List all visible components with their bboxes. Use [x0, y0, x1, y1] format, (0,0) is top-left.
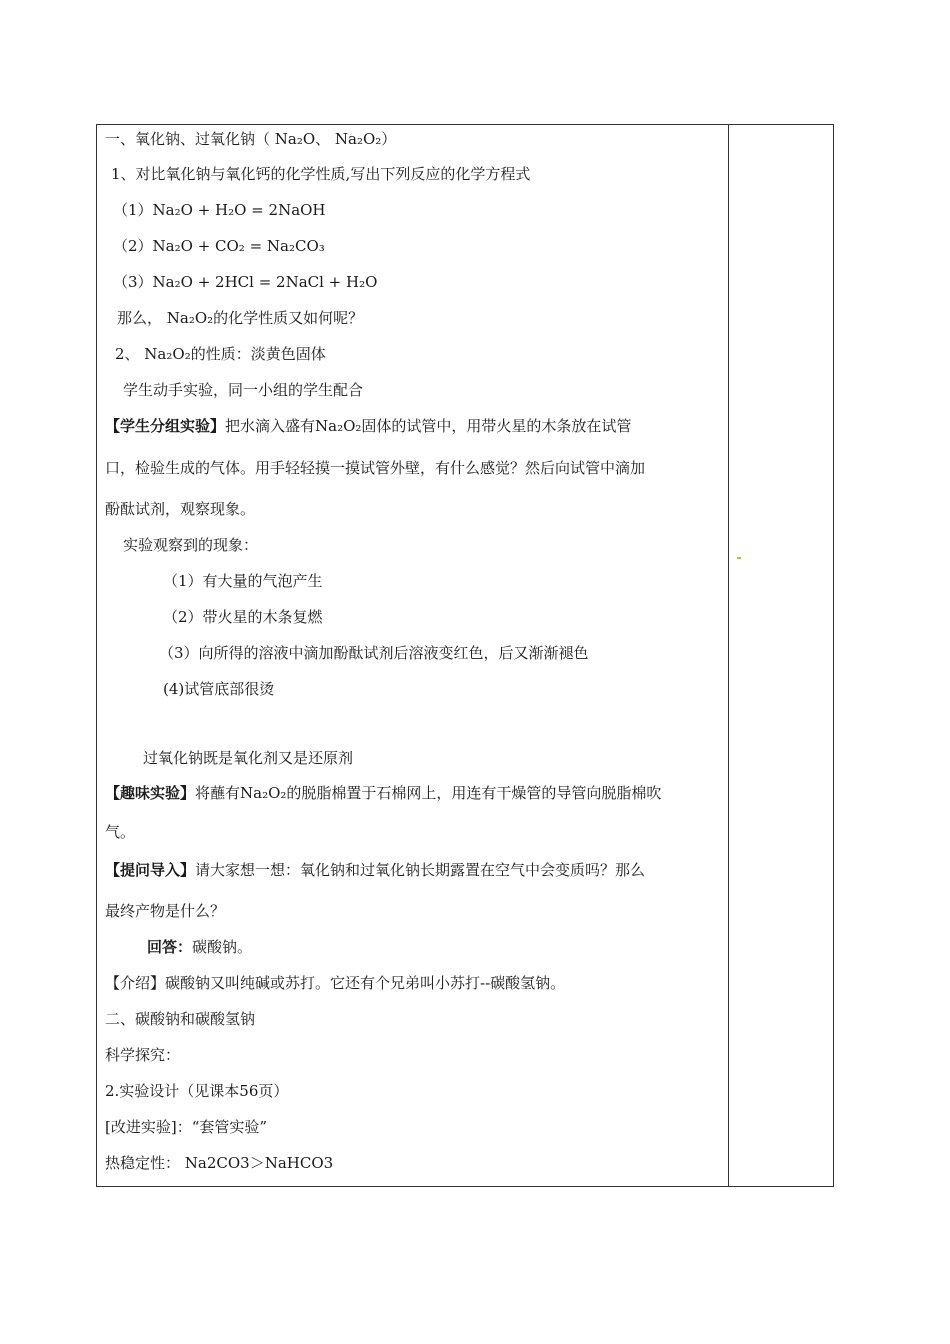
margin-mark: [737, 557, 741, 559]
property-line: 2、 Na₂O₂的性质：淡黄色固体: [115, 345, 326, 363]
answer-text: 碳酸钠。: [192, 938, 253, 956]
intro-line: 【介绍】碳酸钠又叫纯碱或苏打。它还有个兄弟叫小苏打--碳酸氢钠。: [105, 974, 566, 992]
question-intro-label: 【提问导入】: [105, 861, 196, 879]
conclusion-line: 过氧化钠既是氧化剂又是还原剂: [143, 749, 354, 767]
question-line: 那么， Na₂O₂的化学性质又如何呢？: [117, 309, 364, 327]
group-experiment-text: 把水滴入盛有Na₂O₂固体的试管中，用带火星的木条放在试管: [225, 417, 632, 435]
question-intro-text: 请大家想一想：氧化钠和过氧化钠长期露置在空气中会变质吗？那么: [195, 861, 646, 879]
improved-experiment: [改进实验]：“套管实验”: [105, 1118, 268, 1136]
fun-experiment-text: 将蘸有Na₂O₂的脱脂棉置于石棉网上，用连有干燥管的导管向脱脂棉吹: [195, 784, 662, 802]
equation-2: （2）Na₂O + CO₂ = Na₂CO₃: [113, 237, 325, 255]
fun-experiment-cont: 气。: [105, 823, 136, 841]
science-inquiry: 科学探究：: [105, 1046, 181, 1064]
observation-2: （2）带火星的木条复燃: [163, 608, 323, 626]
lesson-table: [96, 124, 834, 1187]
group-experiment-label: 【学生分组实验】: [105, 417, 226, 435]
group-experiment-cont-2: 酚酞试剂，观察现象。: [105, 500, 256, 518]
student-note: 学生动手实验，同一小组的学生配合: [123, 381, 364, 399]
fun-experiment: [105, 783, 661, 803]
task-1: 1、对比氧化钠与氧化钙的化学性质,写出下列反应的化学方程式: [111, 165, 531, 183]
group-experiment: [105, 416, 631, 436]
answer-label: 回答：: [147, 938, 193, 956]
question-intro: [105, 860, 645, 880]
group-experiment-cont-1: 口，检验生成的气体。用手轻轻摸一摸试管外壁，有什么感觉？然后向试管中滴加: [105, 459, 646, 477]
question-intro-cont: 最终产物是什么？: [105, 902, 226, 920]
experiment-design: 2.实验设计（见课本56页）: [105, 1082, 289, 1100]
section-title-1: 一、氧化钠、过氧化钠（ Na₂O、 Na₂O₂）: [105, 130, 397, 148]
column-divider: [728, 125, 729, 1186]
observation-4: (4)试管底部很烫: [163, 680, 275, 698]
observation-1: （1）有大量的气泡产生: [163, 572, 323, 590]
equation-3: （3）Na₂O + 2HCl = 2NaCl + H₂O: [113, 273, 378, 291]
fun-experiment-label: 【趣味实验】: [105, 784, 196, 802]
equation-1: （1）Na₂O + H₂O = 2NaOH: [113, 201, 326, 219]
observation-3: （3）向所得的溶液中滴加酚酞试剂后溶液变红色，后又渐渐褪色: [159, 644, 589, 662]
section-title-2: 二、碳酸钠和碳酸氢钠: [105, 1010, 256, 1028]
thermal-stability: 热稳定性： Na2CO3＞NaHCO3: [105, 1154, 334, 1172]
answer-line: [147, 937, 252, 957]
observation-title: 实验观察到的现象：: [123, 536, 259, 554]
